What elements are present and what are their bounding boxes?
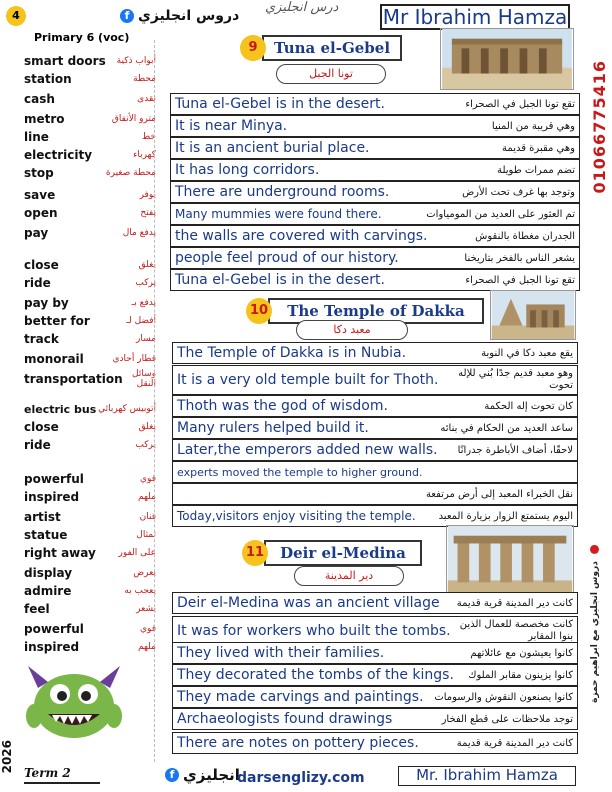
sentence-english: Today,visitors enjoy visiting the temple. bbox=[177, 509, 416, 523]
vocab-item bbox=[24, 488, 156, 506]
sentence-english: Tuna el-Gebel is in the desert. bbox=[175, 272, 385, 288]
vocab-column bbox=[20, 28, 152, 48]
sentence-row bbox=[172, 708, 578, 730]
sentence-arabic: نقل الخبراء المعبد إلى أرض مرتفعة bbox=[425, 488, 573, 500]
vocab-arabic: يوفر bbox=[139, 190, 156, 200]
vocab-arabic: خط bbox=[141, 132, 156, 142]
sentence-arabic: تقع تونا الجبل في الصحراء bbox=[465, 98, 575, 110]
sentence-arabic: تم العثور على العديد من المومياوات bbox=[426, 208, 575, 220]
youtube-icon bbox=[591, 545, 600, 554]
vocab-arabic: فنان bbox=[139, 512, 156, 522]
year-label: 2026 bbox=[0, 740, 14, 774]
column-divider bbox=[154, 40, 155, 762]
vertical-credit-text: دروس انجليزي مع ابراهيم حمزة bbox=[590, 561, 600, 703]
vocab-english: artist bbox=[24, 510, 61, 524]
vocab-arabic: قوي bbox=[140, 474, 156, 484]
vocab-arabic: تمثال bbox=[136, 530, 156, 540]
term-label: Term 2 bbox=[24, 766, 100, 784]
sentence-row bbox=[172, 664, 578, 686]
section-number-11: 11 bbox=[242, 540, 268, 566]
sentence-row bbox=[170, 269, 580, 291]
sentence-arabic: وهي قريبة من المنيا bbox=[491, 120, 575, 132]
sentence-arabic: تقع تونا الجبل في الصحراء bbox=[465, 274, 575, 286]
vocab-arabic: أتوبيس كهربائي bbox=[98, 404, 156, 414]
vocab-arabic: يعجب به bbox=[124, 586, 156, 596]
sentence-english: Many mummies were found there. bbox=[175, 207, 382, 221]
vocab-english: inspired bbox=[24, 640, 80, 654]
sentence-arabic: لاحقًا، أضاف الأباطرة جدرانًا bbox=[457, 444, 573, 456]
vocab-english: close bbox=[24, 420, 59, 434]
vocab-arabic: ملهم bbox=[138, 492, 156, 502]
vocab-english: better for bbox=[24, 314, 90, 328]
vocab-english: station bbox=[24, 72, 72, 86]
vocab-arabic: قوي bbox=[140, 624, 156, 634]
vocab-arabic: يركب bbox=[135, 440, 156, 450]
section-number-10: 10 bbox=[246, 298, 272, 324]
vocab-arabic: محطة bbox=[133, 74, 156, 84]
vocab-arabic: أبواب ذكية bbox=[116, 56, 156, 66]
vocab-item bbox=[24, 52, 156, 70]
sentence-row bbox=[170, 159, 580, 181]
sentence-arabic: ساعد العديد من الحكام في بنائه bbox=[440, 422, 573, 434]
sentence-english: They decorated the tombs of the kings. bbox=[177, 667, 454, 683]
sentence-english: the walls are covered with carvings. bbox=[175, 228, 428, 244]
sentence-arabic: وهو معبد قديم جدًا بُني للإله تحوت bbox=[458, 368, 573, 391]
facebook-footer-label bbox=[165, 766, 240, 784]
section-title-ar-11: دير المدينة bbox=[294, 566, 404, 586]
sentence-english: The Temple of Dakka is in Nubia. bbox=[177, 345, 407, 361]
sentence-english: It is near Minya. bbox=[175, 118, 288, 134]
vocab-english: transportation bbox=[24, 372, 123, 386]
vocab-item bbox=[24, 582, 156, 600]
sentence-row bbox=[170, 115, 580, 137]
vocab-english: powerful bbox=[24, 472, 84, 486]
sentence-english: It was for workers who built the tombs. bbox=[177, 623, 451, 639]
vocab-arabic: على الفور bbox=[118, 548, 156, 558]
section-title-9: Tuna el-Gebel bbox=[262, 35, 402, 61]
sentence-english: It has long corridors. bbox=[175, 162, 320, 178]
section-number-9: 9 bbox=[240, 35, 266, 61]
sentence-row bbox=[172, 686, 578, 708]
vocab-arabic: يركب bbox=[135, 278, 156, 288]
vertical-credit bbox=[590, 545, 600, 703]
vocab-arabic: أفضل لـ bbox=[126, 316, 156, 326]
sentence-english: Archaeologists found drawings bbox=[177, 711, 393, 727]
vocab-english: smart doors bbox=[24, 54, 106, 68]
vocab-item bbox=[24, 128, 156, 146]
vocab-arabic: ملهم bbox=[138, 642, 156, 652]
vocab-item bbox=[24, 526, 156, 544]
facebook-footer-text: انجليزي bbox=[183, 766, 240, 784]
vocab-item bbox=[24, 312, 156, 330]
sentence-arabic: وهي مقبرة قديمة bbox=[502, 142, 575, 154]
vocab-item bbox=[24, 544, 156, 562]
sentence-arabic: وتوجد بها غرف تحت الأرض bbox=[462, 186, 575, 198]
tuna-el-gebel-photo bbox=[440, 28, 574, 90]
facebook-icon: f bbox=[165, 768, 179, 782]
vocab-english: track bbox=[24, 332, 59, 346]
vocab-english: feel bbox=[24, 602, 50, 616]
sentence-row bbox=[170, 247, 580, 269]
vocab-item bbox=[24, 70, 156, 88]
sentence-english: It is an ancient burial place. bbox=[175, 140, 370, 156]
vocab-english: open bbox=[24, 206, 58, 220]
page-number: 4 bbox=[6, 6, 26, 26]
vocab-arabic: مسار bbox=[136, 334, 156, 344]
vocab-item bbox=[24, 400, 156, 418]
sentence-row bbox=[172, 505, 578, 527]
vocab-english: right away bbox=[24, 546, 96, 560]
sentence-row bbox=[170, 203, 580, 225]
facebook-label-text: دروس انجليزي bbox=[138, 8, 240, 24]
sentence-arabic: الجدران مغطاة بالنقوش bbox=[475, 230, 575, 242]
facebook-icon: f bbox=[120, 9, 134, 23]
sentence-row bbox=[172, 732, 578, 754]
vocab-arabic: محطة صغيرة bbox=[105, 168, 156, 178]
vocab-arabic: مترو الأنفاق bbox=[111, 114, 156, 124]
sentence-arabic: يشعر الناس بالفخر بتاريخنا bbox=[464, 252, 575, 264]
vocab-arabic: قطار أحادي bbox=[112, 354, 156, 364]
section-title-11: Deir el-Medina bbox=[264, 540, 422, 566]
vocab-item bbox=[24, 418, 156, 436]
vocab-item bbox=[24, 470, 156, 488]
vocab-item bbox=[24, 370, 156, 388]
vocab-english: electricity bbox=[24, 148, 93, 162]
vocab-english: pay by bbox=[24, 296, 69, 310]
sentence-arabic: يقع معبد دكا في النوبة bbox=[481, 347, 573, 359]
vocab-item bbox=[24, 330, 156, 348]
section-header-11 bbox=[242, 540, 268, 566]
sentence-english: experts moved the temple to higher ground. bbox=[177, 465, 423, 479]
vocab-item bbox=[24, 256, 156, 274]
sentence-row bbox=[172, 592, 578, 614]
vocab-arabic: يغلق bbox=[138, 260, 156, 270]
section-title-ar-9: تونا الجبل bbox=[276, 64, 386, 84]
vocab-english: powerful bbox=[24, 622, 84, 636]
vocab-english: electric bus bbox=[24, 402, 97, 416]
section-header-10 bbox=[246, 298, 272, 324]
vocab-item bbox=[24, 600, 156, 618]
teacher-name-top: Mr Ibrahim Hamza bbox=[380, 4, 570, 30]
vocab-item bbox=[24, 110, 156, 128]
teacher-name-bottom: Mr. Ibrahim Hamza bbox=[398, 766, 576, 786]
vocab-arabic: يدفع مال bbox=[122, 228, 156, 238]
facebook-page-label bbox=[120, 8, 239, 24]
sentence-english: It is a very old temple built for Thoth. bbox=[177, 372, 439, 388]
vocab-item bbox=[24, 508, 156, 526]
vocab-english: pay bbox=[24, 226, 49, 240]
vocab-item bbox=[24, 186, 156, 204]
sentence-arabic: كان تحوت إله الحكمة bbox=[484, 400, 573, 412]
sentence-arabic: كانوا يصنعون النقوش والرسومات bbox=[434, 691, 573, 703]
vocab-arabic: يفتح bbox=[140, 208, 156, 218]
temple-of-dakka-photo bbox=[490, 290, 576, 340]
sentence-english: Tuna el-Gebel is in the desert. bbox=[175, 96, 385, 112]
vocab-english: ride bbox=[24, 438, 51, 452]
vocab-english: ride bbox=[24, 276, 51, 290]
sentence-arabic: كانوا يزينون مقابر الملوك bbox=[468, 669, 573, 681]
sentence-row bbox=[172, 461, 578, 483]
vocab-arabic: يشعر bbox=[136, 604, 156, 614]
vocab-arabic: كهرباء bbox=[133, 150, 156, 160]
phone-number: 01066775416 bbox=[590, 60, 609, 194]
vocab-english: cash bbox=[24, 92, 55, 106]
sentence-english: Deir el-Medina was an ancient village bbox=[177, 595, 440, 611]
sentence-arabic: كانت دير المدينة قرية قديمة bbox=[456, 737, 573, 749]
brand-logo: درس انجليزي bbox=[265, 0, 339, 15]
vocab-english: statue bbox=[24, 528, 68, 542]
vocab-item bbox=[24, 350, 156, 368]
vocab-english: metro bbox=[24, 112, 65, 126]
vocab-item bbox=[24, 638, 156, 656]
sentence-row bbox=[172, 439, 578, 461]
sentence-english: They lived with their families. bbox=[177, 645, 385, 661]
vocab-item bbox=[24, 274, 156, 292]
vocab-item bbox=[24, 146, 156, 164]
vocab-item bbox=[24, 294, 156, 312]
sentence-row bbox=[172, 395, 578, 417]
sentence-arabic: توجد ملاحظات على قطع الفخار bbox=[441, 713, 573, 725]
vocab-heading: Primary 6 (voc) bbox=[34, 31, 130, 44]
monster-mascot-illustration bbox=[18, 658, 130, 744]
vocab-item bbox=[24, 164, 156, 182]
sentence-arabic: كانت مخصصة للعمال الذين بنوا المقابر bbox=[459, 619, 573, 642]
sentence-row bbox=[170, 225, 580, 247]
sentence-english: Many rulers helped build it. bbox=[177, 420, 369, 436]
sentence-row bbox=[172, 342, 578, 364]
sentence-arabic: اليوم يستمتع الزوار بزيارة المعبد bbox=[438, 510, 573, 522]
sentence-english: Thoth was the god of wisdom. bbox=[177, 398, 388, 414]
sentence-row bbox=[170, 137, 580, 159]
vocab-item bbox=[24, 564, 156, 582]
vocab-english: inspired bbox=[24, 490, 80, 504]
deir-el-medina-photo bbox=[446, 525, 574, 595]
vocab-english: monorail bbox=[24, 352, 84, 366]
vocab-item bbox=[24, 204, 156, 222]
sentence-english: They made carvings and paintings. bbox=[177, 689, 424, 705]
sentence-english: people feel proud of our history. bbox=[175, 250, 399, 266]
sentence-row bbox=[172, 483, 578, 505]
vocab-item bbox=[24, 436, 156, 454]
sentence-english: Later,the emperors added new walls. bbox=[177, 442, 438, 458]
section-header-9 bbox=[240, 35, 266, 61]
vocab-arabic: نقدى bbox=[137, 94, 156, 104]
sentence-row bbox=[170, 93, 580, 115]
sentence-english: There are underground rooms. bbox=[175, 184, 390, 200]
page-footer bbox=[0, 766, 612, 788]
sentence-row bbox=[170, 181, 580, 203]
section-title-10: The Temple of Dakka bbox=[268, 298, 484, 324]
section-title-ar-10: معبد دكا bbox=[296, 320, 408, 340]
vocab-english: close bbox=[24, 258, 59, 272]
vocab-item bbox=[24, 224, 156, 242]
website-link[interactable]: darsenglizy.com bbox=[237, 770, 365, 786]
vocab-arabic: يدفع بـ bbox=[131, 298, 156, 308]
sentence-arabic: تضم ممرات طويلة bbox=[497, 164, 575, 176]
vocab-english: admire bbox=[24, 584, 72, 598]
sentence-arabic: كانت دير المدينة قرية قديمة bbox=[456, 597, 573, 609]
sentence-row bbox=[172, 642, 578, 664]
vocab-english: save bbox=[24, 188, 56, 202]
sentence-row bbox=[172, 417, 578, 439]
sentence-english: There are notes on pottery pieces. bbox=[177, 735, 419, 751]
vocab-item bbox=[24, 620, 156, 638]
vocab-item bbox=[24, 90, 156, 108]
vocab-arabic: يغلق bbox=[138, 422, 156, 432]
sentence-row bbox=[172, 365, 578, 395]
vocab-arabic: يعرض bbox=[133, 568, 156, 578]
vocab-english: line bbox=[24, 130, 49, 144]
vocab-arabic: وسائل النقل bbox=[132, 369, 156, 389]
vocab-english: stop bbox=[24, 166, 54, 180]
vocab-english: display bbox=[24, 566, 73, 580]
sentence-arabic: كانوا يعيشون مع عائلاتهم bbox=[470, 647, 573, 659]
